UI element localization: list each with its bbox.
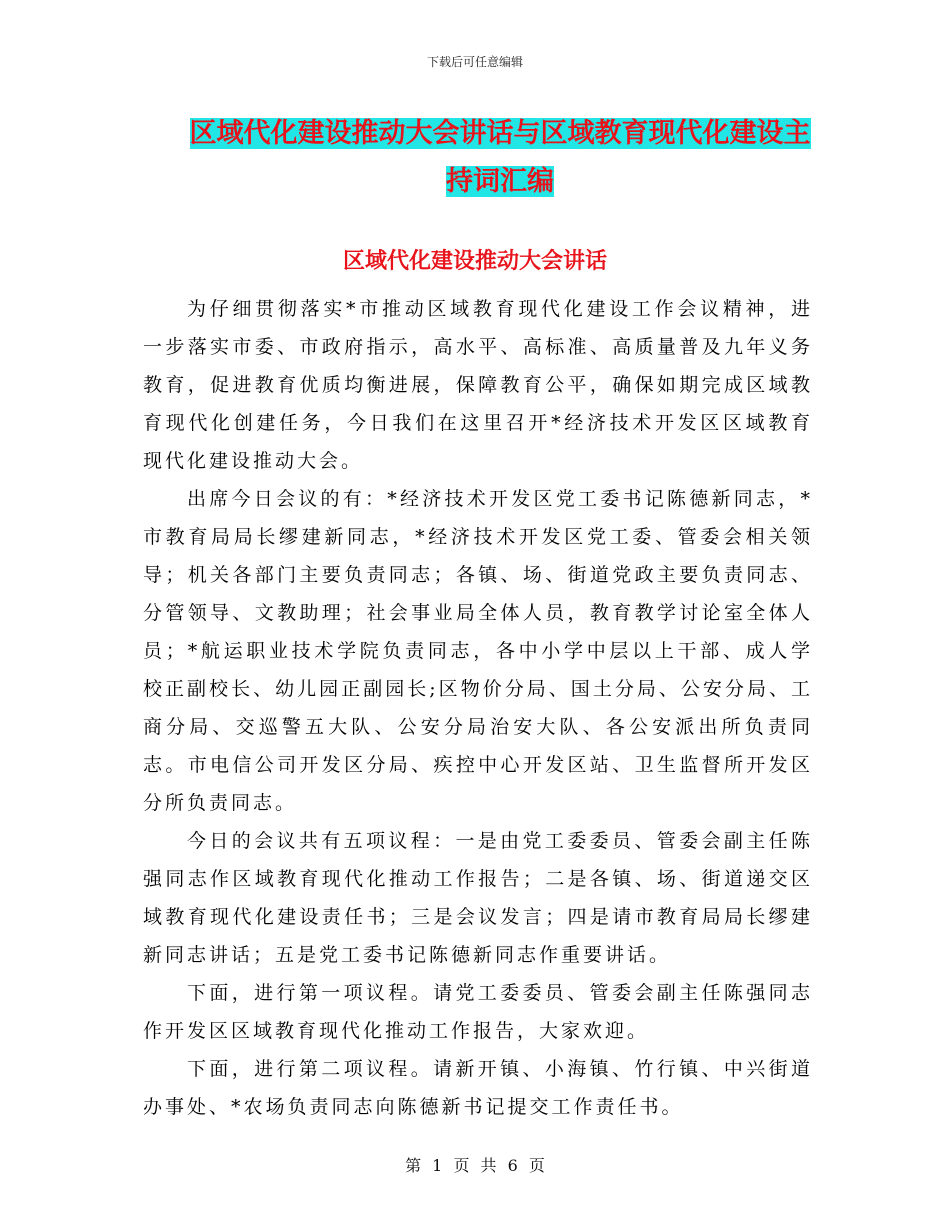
paragraph: 出席今日会议的有：*经济技术开发区党工委书记陈德新同志，*市教育局局长缪建新同志，*经济技术开发区党工委、管委会相关领导；机关各部门主要负责同志；各镇、场、街道党政主要负责同志、分管领导、文教助理；社会事业局全体人员，教育教学讨论室全体人员；*航运职业技术学院负责同志，各中小学中层以上干部、成人学校正副校长、幼儿园正副园长;区物价分局、国土分局、公安分局、工商分局、交巡警五大队、公安分局治安大队、各公安派出所负责同志。市电信公司开发区分局、疾控中心开发区站、卫生监督所开发区分所负责同志。: [143, 488, 813, 814]
page-number: 第 1 页 共 6 页: [405, 1156, 545, 1175]
paragraph: 下面，进行第一项议程。请党工委委员、管委会副主任陈强同志作开发区区域教育现代化推动工作报告，大家欢迎。: [143, 982, 813, 1042]
document-title-line-2: 持词汇编: [446, 166, 554, 197]
header-note: 下载后可任意编辑: [426, 55, 523, 69]
paragraph: 今日的会议共有五项议程：一是由党工委委员、管委会副主任陈强同志作区域教育现代化推动工作报告；二是各镇、场、街道递交区域教育现代化建设责任书；三是会议发言；四是请市教育局局长缪建新同志讲话；五是党工委书记陈德新同志作重要讲话。: [143, 830, 813, 966]
document-title-line-1: 区域代化建设推动大会讲话与区域教育现代化建设主: [189, 118, 811, 149]
body-text: [143, 290, 813, 1126]
document-title: [140, 110, 860, 206]
section-title: 区域代化建设推动大会讲话: [342, 249, 607, 274]
paragraph: 为仔细贯彻落实*市推动区域教育现代化建设工作会议精神，进一步落实市委、市政府指示，高水平、高标准、高质量普及九年义务教育，促进教育优质均衡进展，保障教育公平，确保如期完成区域教育现代化创建任务，今日我们在这里召开*经济技术开发区区域教育现代化建设推动大会。: [143, 298, 813, 472]
paragraph: 下面，进行第二项议程。请新开镇、小海镇、竹行镇、中兴街道办事处、*农场负责同志向陈德新书记提交工作责任书。: [143, 1058, 813, 1118]
